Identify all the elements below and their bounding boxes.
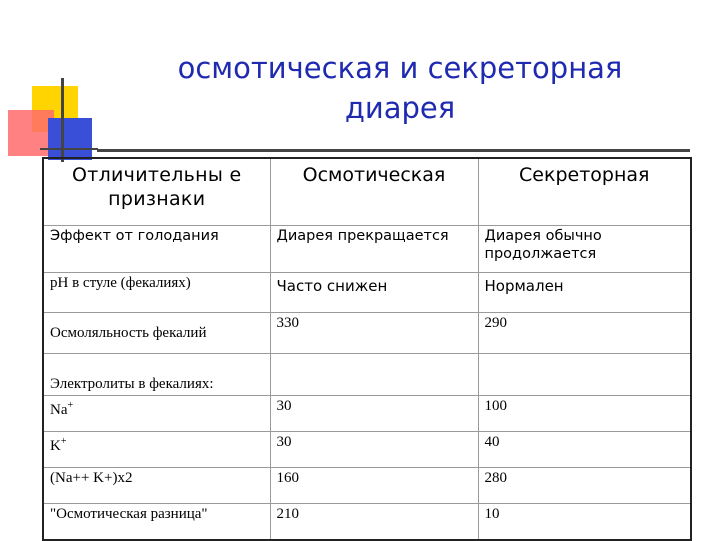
- row-label: [43, 396, 270, 432]
- row-label: (Na++ K+)x2: [43, 468, 270, 504]
- secretory-value: Диарея обычно продолжается: [478, 226, 691, 273]
- comparison-table: [42, 157, 692, 541]
- osmotic-value: 210: [270, 504, 478, 541]
- row-label-sup: +: [60, 436, 67, 447]
- decor-blue-square: [48, 118, 92, 160]
- table-row: [43, 273, 691, 313]
- table-row: [43, 504, 691, 541]
- row-label: Эффект от голодания: [43, 226, 270, 273]
- row-label: [43, 432, 270, 468]
- secretory-value: Нормален: [478, 273, 691, 313]
- table-row: [43, 313, 691, 354]
- secretory-value: 280: [478, 468, 691, 504]
- secretory-value: [478, 354, 691, 396]
- row-label: "Осмотическая разница": [43, 504, 270, 541]
- row-label-base: Na: [50, 402, 68, 418]
- header-secretory: Секреторная: [478, 158, 691, 226]
- osmotic-value: 160: [270, 468, 478, 504]
- header-features: Отличительны е признаки: [43, 158, 270, 226]
- decor-horizontal-line: [40, 148, 98, 150]
- title-underline-rule: [97, 149, 690, 152]
- row-label: Электролиты в фекалиях:: [43, 354, 270, 396]
- row-label-sup: +: [67, 400, 74, 411]
- table-row: [43, 354, 691, 396]
- row-label: pH в стуле (фекалиях): [43, 273, 270, 313]
- osmotic-value: 30: [270, 396, 478, 432]
- osmotic-value: 330: [270, 313, 478, 354]
- secretory-value: 10: [478, 504, 691, 541]
- row-label-base: K: [50, 438, 61, 454]
- table-row: [43, 432, 691, 468]
- slide-title-line1: осмотическая и секреторная: [177, 51, 623, 85]
- osmotic-value: 30: [270, 432, 478, 468]
- secretory-value: 290: [478, 313, 691, 354]
- slide-title-line2: диарея: [344, 91, 456, 125]
- table-header-row: [43, 158, 691, 226]
- table-row: [43, 468, 691, 504]
- table-row: [43, 226, 691, 273]
- osmotic-value: Часто снижен: [270, 273, 478, 313]
- slide-title: [110, 48, 690, 128]
- osmotic-value: [270, 354, 478, 396]
- osmotic-value: Диарея прекращается: [270, 226, 478, 273]
- header-osmotic: Осмотическая: [270, 158, 478, 226]
- secretory-value: 100: [478, 396, 691, 432]
- row-label: Осмоляльность фекалий: [43, 313, 270, 354]
- secretory-value: 40: [478, 432, 691, 468]
- table-row: [43, 396, 691, 432]
